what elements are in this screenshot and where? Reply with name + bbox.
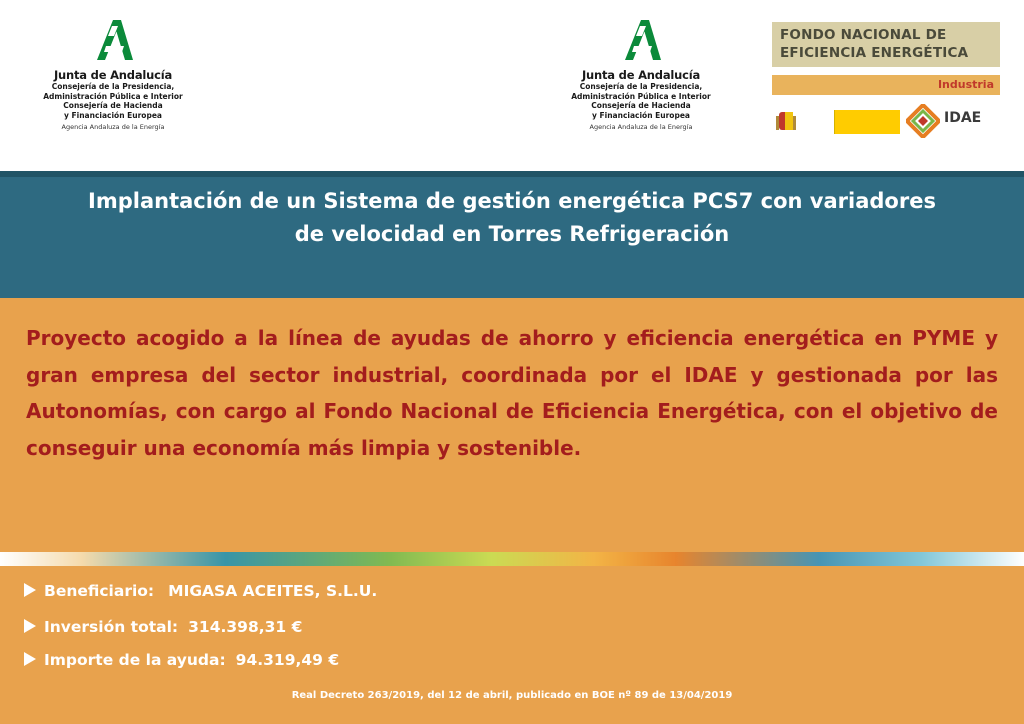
coat-of-arms-icon [776,110,796,134]
junta-andalucia-logo-center [566,18,716,131]
beneficiary-value: MIGASA ACEITES, S.L.U. [168,582,378,600]
fund-sector-label: Industria [772,75,1000,95]
aid-value: 94.319,49 € [235,651,340,669]
consejeria-line: Consejería de la Presidencia, [51,82,175,91]
consejeria-line: Administración Pública e Interior [43,91,183,101]
project-description: Proyecto acogido a la línea de ayudas de ahorro y eficiencia energética en PYME y gran empresa del sector industrial, coordinada por el IDAE y gestionada por las Autonomías, con cargo al Fondo Nacional de Eficiencia Energética, con el objetivo de conseguir una economía más limpia y sostenible. [26,326,998,460]
ministry-logos [774,102,1000,142]
project-title-line2: de velocidad en Torres Refrigeración [294,222,730,246]
project-title [0,185,1024,251]
consejeria-line: Consejería de Hacienda [591,101,691,110]
consejeria-line: y Financiación Europea [592,110,690,120]
bullet-triangle-icon [24,652,36,666]
idae-label: IDAE [944,110,982,126]
project-title-line1: Implantación de un Sistema de gestión energética PCS7 con variadores [88,189,936,213]
project-title-band [0,171,1024,298]
beneficiary-row [24,582,377,600]
junta-andalucia-emblem-icon [91,18,135,62]
consejeria-line: Administración Pública e Interior [571,91,711,101]
junta-andalucia-emblem-icon [619,18,663,62]
junta-name: Junta de Andalucía [581,68,701,82]
fund-title-line2: EFICIENCIA ENERGÉTICA [780,45,969,61]
footer-band [0,686,1024,724]
investment-row [24,618,302,636]
decorative-gradient-stripe [0,552,1024,566]
beneficiary-label: Beneficiario: [44,582,155,600]
aid-row [24,651,339,669]
gobierno-espana-logo [776,110,896,134]
fondo-nacional-logo [772,22,1000,144]
fund-title-line1: FONDO NACIONAL DE [780,27,947,43]
project-description-band [0,298,1024,552]
agency-name: Agencia Andaluza de la Energía [61,123,165,131]
consejeria-line: Consejería de Hacienda [63,101,163,110]
junta-andalucia-logo-left [38,18,188,131]
investment-value: 314.398,31 € [188,618,303,636]
consejeria-line: Consejería de la Presidencia, [579,82,703,91]
project-info-band [0,566,1024,686]
aid-label: Importe de la ayuda: [44,651,226,669]
bullet-triangle-icon [24,583,36,597]
legal-reference: Real Decreto 263/2019, del 12 de abril, publicado en BOE nº 89 de 13/04/2019 [291,690,733,701]
junta-name: Junta de Andalucía [53,68,173,82]
consejeria-line: y Financiación Europea [64,110,162,120]
investment-label: Inversión total: [44,618,179,636]
idae-emblem-icon [906,104,940,138]
bullet-triangle-icon [24,619,36,633]
agency-name: Agencia Andaluza de la Energía [589,123,693,131]
fund-title [772,22,1000,67]
ministry-box [834,110,900,134]
